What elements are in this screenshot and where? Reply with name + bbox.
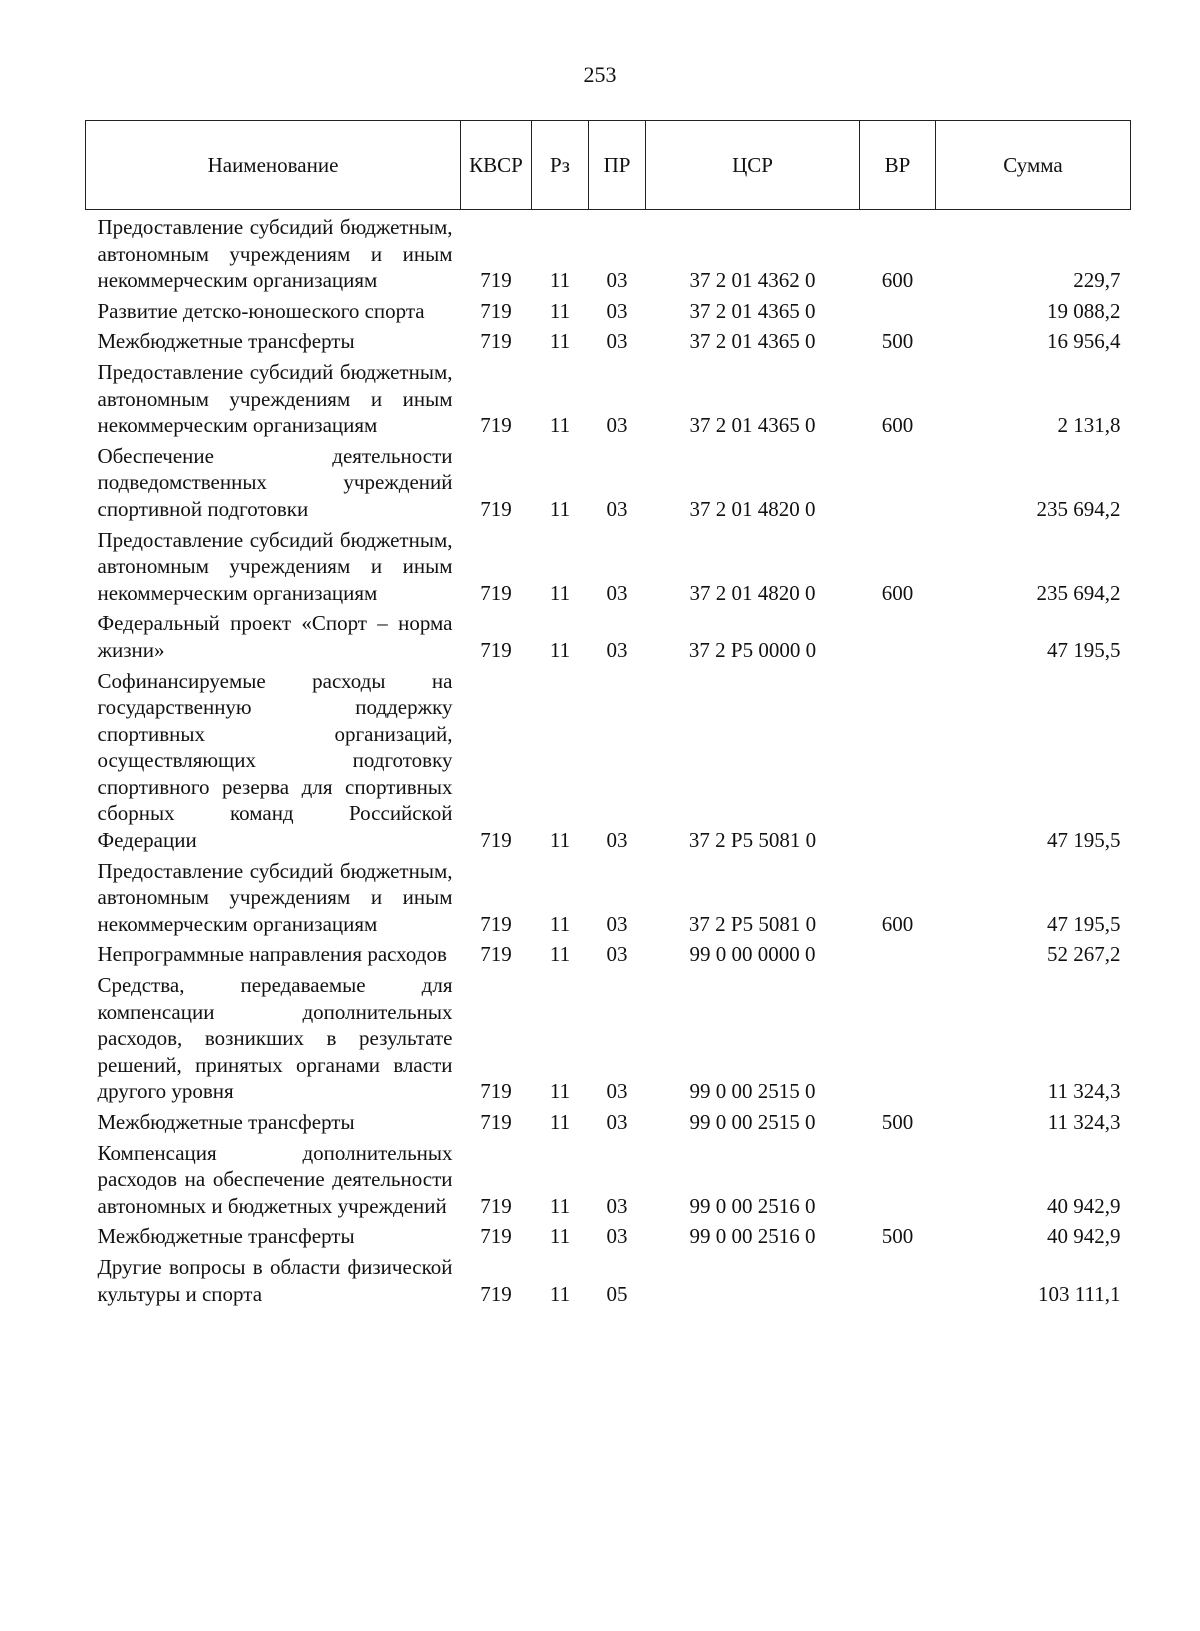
table-row <box>86 606 1131 663</box>
cell-csr: 99 0 00 2515 0 <box>689 1079 816 1104</box>
table-row <box>86 664 1131 854</box>
cell-pr: 03 <box>606 413 628 438</box>
cell-pr: 03 <box>606 911 628 936</box>
cell-csr: 99 0 00 2516 0 <box>689 1193 816 1218</box>
cell-vr <box>860 439 936 523</box>
cell-vr <box>860 664 936 854</box>
cell-sum: 47 195,5 <box>1047 911 1121 936</box>
cell-name: Софинансируемые расходы на государственную поддержку спортивных организаций, осуществляющих подготовку спортивного резерва для спортивных сборных команд Российской Федерации <box>97 668 453 853</box>
cell-vr <box>860 968 936 1105</box>
table-row <box>86 355 1131 439</box>
cell-vr <box>860 1250 936 1307</box>
cell-name: Предоставление субсидий бюджетным, автономным учреждениям и иным некоммерческим организациям <box>97 858 453 936</box>
table-row <box>86 439 1131 523</box>
cell-vr <box>860 606 936 663</box>
table-header <box>86 121 1131 210</box>
cell-name: Федеральный проект «Спорт – норма жизни» <box>97 611 453 662</box>
cell-vr: 600 <box>881 413 914 438</box>
header-name: Наименование <box>86 121 461 210</box>
header-sum: Сумма <box>936 121 1131 210</box>
cell-sum: 235 694,2 <box>1036 580 1121 605</box>
cell-kvsr: 719 <box>480 1079 512 1104</box>
cell-vr: 600 <box>881 268 914 293</box>
cell-kvsr: 719 <box>480 580 512 605</box>
cell-rz: 11 <box>549 496 571 521</box>
cell-csr: 99 0 00 2515 0 <box>689 1110 816 1134</box>
cell-sum: 47 195,5 <box>1047 637 1121 662</box>
cell-rz: 11 <box>549 1079 571 1104</box>
cell-sum: 16 956,4 <box>1047 329 1121 354</box>
cell-pr: 03 <box>606 637 628 662</box>
cell-rz: 11 <box>549 329 571 354</box>
cell-vr: 600 <box>881 911 914 936</box>
cell-sum: 11 324,3 <box>1047 1079 1121 1104</box>
cell-vr <box>860 1136 936 1220</box>
table-row <box>86 854 1131 938</box>
cell-vr: 500 <box>881 1224 914 1249</box>
cell-sum: 52 267,2 <box>1047 942 1121 967</box>
cell-pr: 03 <box>606 580 628 605</box>
header-pr: ПР <box>589 121 646 210</box>
table-row <box>86 1219 1131 1250</box>
cell-kvsr: 719 <box>480 329 512 354</box>
cell-name: Другие вопросы в области физической культуры и спорта <box>97 1254 453 1306</box>
cell-csr: 37 2 01 4365 0 <box>689 413 816 438</box>
cell-rz: 11 <box>549 1193 571 1218</box>
cell-name: Компенсация дополнительных расходов на обеспечение деятельности автономных и бюджетных учреждений <box>97 1140 453 1218</box>
table-row <box>86 1136 1131 1220</box>
cell-name: Развитие детско-юношеского спорта <box>97 298 425 323</box>
cell-rz: 11 <box>549 298 571 323</box>
table-row <box>86 1105 1131 1136</box>
cell-pr: 03 <box>606 1110 628 1134</box>
cell-sum: 19 088,2 <box>1047 298 1121 323</box>
cell-kvsr: 719 <box>480 942 512 967</box>
table-row <box>86 937 1131 968</box>
cell-kvsr: 719 <box>480 298 512 323</box>
cell-pr: 03 <box>606 942 628 967</box>
cell-csr: 37 2 01 4820 0 <box>689 580 816 605</box>
cell-rz: 11 <box>549 268 571 293</box>
cell-pr: 03 <box>606 1079 628 1104</box>
cell-csr: 37 2 01 4365 0 <box>689 329 816 354</box>
table-row <box>86 968 1131 1105</box>
cell-rz: 11 <box>549 413 571 438</box>
header-rz: Рз <box>532 121 589 210</box>
cell-name: Средства, передаваемые для компенсации дополнительных расходов, возникших в результате решений, принятых органами власти другого уровня <box>97 973 453 1104</box>
cell-sum: 229,7 <box>1073 268 1121 293</box>
cell-kvsr: 719 <box>480 1281 512 1306</box>
cell-sum: 103 111,1 <box>1038 1281 1121 1306</box>
cell-sum: 47 195,5 <box>1047 828 1121 853</box>
cell-vr: 600 <box>881 580 914 605</box>
cell-sum: 2 131,8 <box>1057 413 1121 438</box>
cell-name: Межбюджетные трансферты <box>97 329 355 354</box>
header-csr: ЦСР <box>646 121 860 210</box>
cell-kvsr: 719 <box>480 911 512 936</box>
cell-sum: 40 942,9 <box>1047 1224 1121 1249</box>
cell-pr: 03 <box>606 1193 628 1218</box>
table-row <box>86 1250 1131 1307</box>
cell-kvsr: 719 <box>480 1193 512 1218</box>
cell-pr: 03 <box>606 1224 628 1249</box>
cell-kvsr: 719 <box>480 828 512 853</box>
cell-kvsr: 719 <box>480 1224 512 1249</box>
cell-rz: 11 <box>549 580 571 605</box>
cell-kvsr: 719 <box>480 413 512 438</box>
cell-csr: 37 2 01 4820 0 <box>689 496 816 521</box>
cell-pr: 03 <box>606 268 628 293</box>
table-row <box>86 523 1131 607</box>
cell-vr: 500 <box>881 329 914 354</box>
budget-table <box>85 120 1131 1307</box>
page-number: 253 <box>583 62 617 87</box>
cell-rz: 11 <box>549 911 571 936</box>
cell-vr <box>860 294 936 325</box>
cell-vr <box>860 937 936 968</box>
cell-rz: 11 <box>549 637 571 662</box>
cell-sum: 40 942,9 <box>1047 1193 1121 1218</box>
cell-csr: 99 0 00 2516 0 <box>689 1224 816 1249</box>
cell-pr: 03 <box>606 298 628 323</box>
cell-vr: 500 <box>881 1110 914 1134</box>
cell-rz: 11 <box>549 1281 571 1306</box>
table-row <box>86 294 1131 325</box>
cell-csr: 99 0 00 0000 0 <box>689 942 816 967</box>
table-row <box>86 210 1131 294</box>
cell-name: Предоставление субсидий бюджетным, автономным учреждениям и иным некоммерческим организациям <box>97 215 453 293</box>
cell-pr: 03 <box>606 329 628 354</box>
cell-name: Межбюджетные трансферты <box>97 1224 355 1249</box>
cell-csr: 37 2 P5 5081 0 <box>688 911 817 936</box>
cell-pr: 03 <box>606 828 628 853</box>
cell-rz: 11 <box>549 828 571 853</box>
cell-kvsr: 719 <box>480 496 512 521</box>
cell-rz: 11 <box>549 942 571 967</box>
cell-rz: 11 <box>549 1110 571 1134</box>
table-row <box>86 324 1131 355</box>
cell-name: Обеспечение деятельности подведомственных учреждений спортивной подготовки <box>97 443 453 521</box>
cell-kvsr: 719 <box>480 268 512 293</box>
header-kvsr: КВСР <box>461 121 532 210</box>
cell-pr: 05 <box>606 1281 628 1306</box>
cell-kvsr: 719 <box>480 637 512 662</box>
cell-name: Межбюджетные трансферты <box>97 1110 355 1134</box>
header-vr: ВР <box>860 121 936 210</box>
cell-rz: 11 <box>549 1224 571 1249</box>
cell-csr <box>646 1250 860 1307</box>
cell-name: Предоставление субсидий бюджетным, автономным учреждениям и иным некоммерческим организациям <box>97 527 453 605</box>
cell-sum: 11 324,3 <box>1047 1110 1121 1134</box>
cell-csr: 37 2 P5 0000 0 <box>688 637 817 662</box>
cell-csr: 37 2 01 4362 0 <box>689 268 816 293</box>
cell-sum: 235 694,2 <box>1036 496 1121 521</box>
table-body <box>86 210 1131 1308</box>
cell-csr: 37 2 01 4365 0 <box>689 298 816 323</box>
cell-pr: 03 <box>606 496 628 521</box>
cell-name: Предоставление субсидий бюджетным, автономным учреждениям и иным некоммерческим организациям <box>97 359 453 438</box>
cell-name: Непрограммные направления расходов <box>97 942 447 967</box>
cell-csr: 37 2 P5 5081 0 <box>688 828 817 853</box>
cell-kvsr: 719 <box>480 1110 512 1134</box>
header-row <box>86 121 1131 210</box>
